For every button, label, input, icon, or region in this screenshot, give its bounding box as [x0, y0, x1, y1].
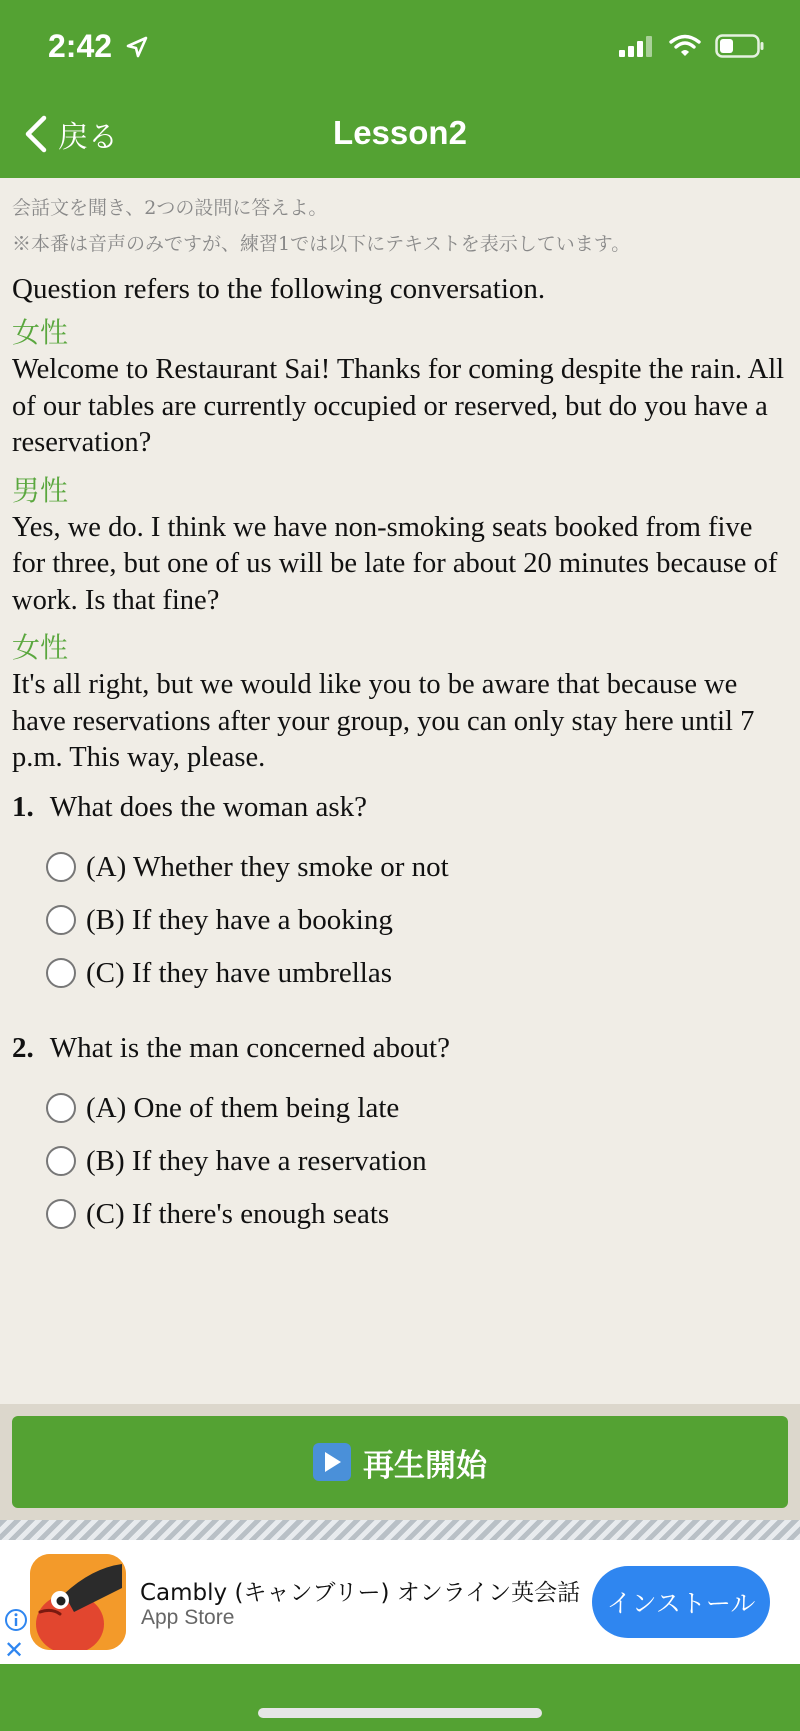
speaker-line: Yes, we do. I think we have non-smoking seats booked from five for three, but one of us will be late for about 20 minutes because of work. Is that fine?: [12, 511, 778, 616]
speaker-label: 女性: [12, 631, 69, 664]
radio-button[interactable]: [46, 1199, 76, 1229]
question-text: [12, 785, 792, 829]
question-number: 1.: [12, 790, 34, 823]
speaker-label: 男性: [12, 473, 69, 507]
location-arrow-icon: [125, 35, 149, 59]
ad-banner[interactable]: [0, 1540, 800, 1664]
radio-button[interactable]: [46, 958, 76, 988]
option-label: (A) One of them being late: [86, 1091, 400, 1124]
answer-options: [12, 841, 792, 1000]
answer-option-c[interactable]: [46, 1188, 792, 1241]
option-label: (A) Whether they smoke or not: [86, 850, 449, 883]
striped-divider: [0, 1520, 800, 1540]
page-title: Lesson2: [333, 114, 467, 151]
answer-option-c[interactable]: [46, 947, 792, 1000]
radio-button[interactable]: [46, 905, 76, 935]
answer-option-a[interactable]: [46, 1082, 792, 1135]
ad-subtitle: App Store: [141, 1606, 235, 1629]
status-time: [48, 28, 149, 65]
ad-title: Cambly (キャンブリー) オンライン英会話: [140, 1580, 581, 1606]
conversation-turn: [12, 472, 792, 620]
play-bar: [0, 1404, 800, 1520]
instruction-line-2: ※本番は音声のみですが、練習1では以下にテキストを表示しています。: [12, 233, 631, 255]
question-text: [12, 1026, 792, 1070]
radio-button[interactable]: [46, 1093, 76, 1123]
radio-button[interactable]: [46, 1146, 76, 1176]
wifi-icon: [669, 34, 701, 58]
option-label: (C) If they have umbrellas: [86, 956, 393, 989]
play-start-label: 再生開始: [363, 1447, 487, 1484]
radio-button[interactable]: [46, 852, 76, 882]
app-header: [0, 0, 800, 178]
option-label: (C) If there's enough seats: [86, 1197, 390, 1230]
option-label: (B) If they have a booking: [86, 903, 393, 936]
answer-option-b[interactable]: [46, 1135, 792, 1188]
option-label: (B) If they have a reservation: [86, 1144, 427, 1177]
speaker-label: 女性: [12, 316, 69, 349]
question-prompt: What is the man concerned about?: [49, 1031, 450, 1064]
conversation-intro: Question refers to the following conversation.: [12, 273, 546, 305]
conversation-turn: [12, 314, 792, 462]
question-prompt: What does the woman ask?: [49, 790, 368, 823]
speaker-line: Welcome to Restaurant Sai! Thanks for coming despite the rain. All of our tables are currently occupied or reserved, but do you have a reservation?: [12, 354, 785, 458]
ad-app-icon[interactable]: [30, 1554, 126, 1650]
cellular-signal-icon: [619, 35, 655, 57]
status-time-text: 2:42: [48, 28, 113, 64]
ad-info-icon[interactable]: [4, 1608, 28, 1632]
footer-bar: [0, 1664, 800, 1731]
play-icon: [313, 1443, 351, 1481]
question-number: 2.: [12, 1031, 34, 1064]
ad-close-icon[interactable]: ✕: [4, 1636, 25, 1664]
instruction-line-1: 会話文を聞き、2つの設問に答えよ。: [12, 197, 328, 219]
ad-install-button[interactable]: インストール: [592, 1566, 770, 1638]
back-label: 戻る: [58, 120, 118, 155]
question-2: [12, 1026, 792, 1241]
answer-options: [12, 1082, 792, 1241]
lesson-content: [12, 190, 792, 1241]
battery-icon: [715, 34, 765, 58]
answer-option-b[interactable]: [46, 894, 792, 947]
speaker-line: It's all right, but we would like you to be aware that because we have reservations after your group, you can only stay here until 7 p.m. This way, please.: [12, 669, 755, 773]
conversation-turn: [12, 629, 792, 777]
home-indicator[interactable]: [258, 1708, 542, 1718]
play-start-button[interactable]: [12, 1416, 788, 1508]
answer-option-a[interactable]: [46, 841, 792, 894]
question-1: [12, 785, 792, 1000]
status-icons: [619, 34, 765, 58]
